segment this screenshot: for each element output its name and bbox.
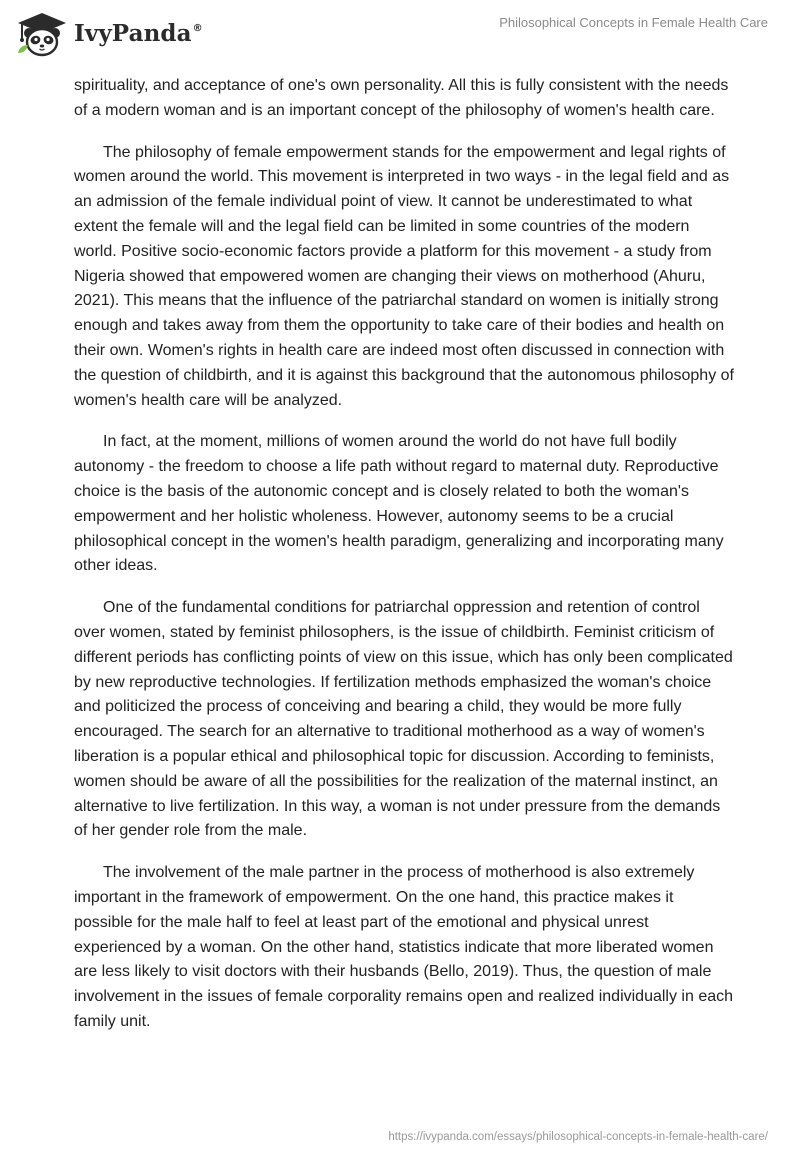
panda-graduation-cap-icon xyxy=(14,9,70,57)
ivypanda-logo[interactable] xyxy=(14,8,203,58)
paragraph: The philosophy of female empowerment stands for the empowerment and legal rights of women around the world. This movement is interpreted in two ways - in the legal field and as an admission of the female individual point of view. It cannot be underestimated to what extent the female will and the legal field can be limited in some countries of the modern world. Positive socio-economic factors provide a platform for this movement - a study from Nigeria showed that empowered women are changing their views on motherhood (Ahuru, 2021). This means that the influence of the patriarchal standard on women is initially strong enough and takes away from them the opportunity to take care of their bodies and health on their own. Women's rights in health care are indeed most often discussed in connection with the question of childbirth, and it is against this background that the autonomous philosophy of women's health care will be analyzed. xyxy=(74,143,734,409)
paragraph: The involvement of the male partner in the process of motherhood is also extremely important in the framework of empowerment. On the one hand, this practice makes it possible for the male half to feel at least part of the emotional and physical unrest experienced by a woman. On the other hand, statistics indicate that more liberated women are less likely to visit doctors with their husbands (Bello, 2019). Thus, the question of male involvement in the issues of female corporality remains open and realized individually in each family unit. xyxy=(74,864,734,1030)
paragraph: In fact, at the moment, millions of women around the world do not have full bodily autonomy - the freedom to choose a life path without regard to maternal duty. Reproductive choice is the basis of the autonomic concept and is closely related to both the woman's empowerment and her holistic wholeness. However, autonomy seems to be a crucial philosophical concept in the women's health paradigm, generalizing and incorporating many other ideas. xyxy=(74,433,724,575)
paragraph: spirituality, and acceptance of one's own personality. All this is fully consistent with the needs of a modern woman and is an important concept of the philosophy of women's health care. xyxy=(74,77,729,119)
paragraph: One of the fundamental conditions for patriarchal oppression and retention of control over women, stated by feminist philosophers, is the issue of childbirth. Feminist criticism of different periods has conflicting points of view on this issue, which has only been complicated by new reproductive technologies. If fertilization methods emphasized the woman's choice and politicized the process of conceiving and bearing a child, they would be more fully encouraged. The search for an alternative to traditional motherhood as a way of women's liberation is a popular ethical and philosophical topic for discussion. According to feminists, women should be aware of all the possibilities for the realization of the maternal instinct, an alternative to live fertilization. In this way, a woman is not under pressure from the demands of her gender role from the male. xyxy=(74,599,733,840)
page-header xyxy=(0,0,800,60)
source-url-link[interactable]: https://ivypanda.com/essays/philosophical-concepts-in-female-health-care/ xyxy=(388,1131,768,1143)
registered-mark: ® xyxy=(192,22,203,34)
brand-name xyxy=(74,20,203,47)
essay-body xyxy=(74,74,734,1052)
brand-name-text: IvyPanda xyxy=(74,19,192,47)
document-title: Philosophical Concepts in Female Health Care xyxy=(499,15,768,30)
